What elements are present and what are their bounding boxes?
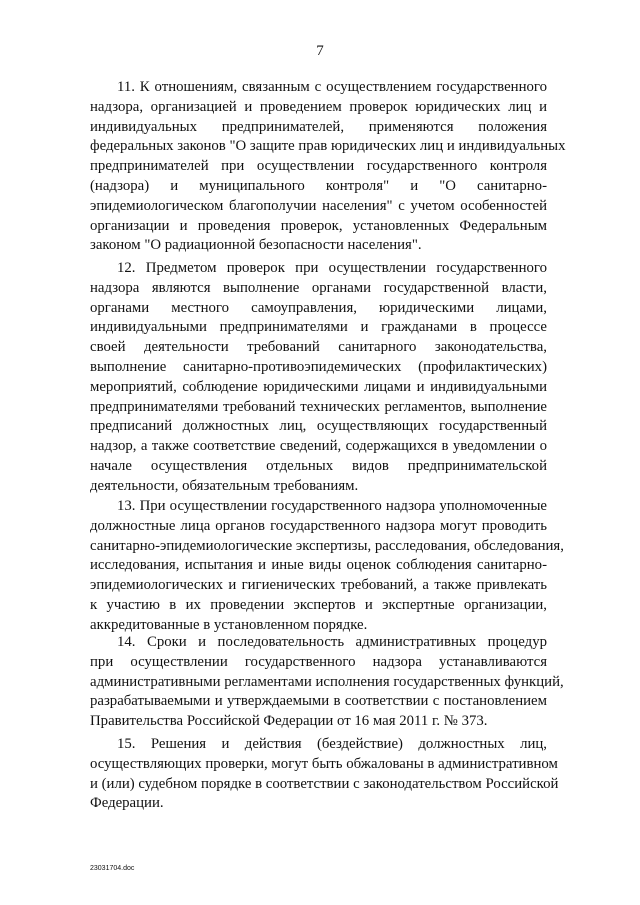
paragraph-line: к участию в их проведении экспертов и экспертные организации,	[90, 597, 547, 613]
paragraph-line: надзор, а также соответствие сведений, содержащихся в уведомлении о	[90, 438, 547, 455]
paragraph-line: организации и проведения проверок, установленных Федеральным	[90, 217, 547, 234]
paragraph-line: (надзора) и муниципального контроля" и "О санитарно-	[90, 178, 547, 194]
paragraph-line: деятельности, обязательным требованиям.	[90, 477, 359, 494]
paragraph-line: и (или) судебном порядке в соответствии с законодательством Российской	[90, 775, 559, 792]
paragraph-line: Федерации.	[90, 795, 164, 812]
paragraph-line: надзора являются выполнение органами государственной власти,	[90, 279, 547, 296]
paragraph-line: 14. Сроки и последовательность административных процедур	[117, 634, 547, 650]
paragraph-line: начале осуществления отдельных видов предпринимательской	[90, 458, 547, 474]
paragraph-line: 11. К отношениям, связанным с осуществлением государственного	[117, 79, 547, 95]
paragraph-line: эпидемиологическом благополучии населения" с учетом особенностей	[90, 197, 547, 214]
paragraph-line: мероприятий, соблюдение юридическими лицами и индивидуальными	[90, 378, 547, 395]
footer-filename: 23031704.doc	[90, 865, 135, 872]
paragraph-line: предпринимателей при осуществлении государственного контроля	[90, 158, 547, 175]
paragraph-line: санитарно-эпидемиологические экспертизы, расследования, обследования,	[90, 537, 564, 554]
paragraph-line: федеральных законов "О защите прав юридических лиц и индивидуальных	[90, 138, 566, 155]
paragraph-line: исследования, испытания и иные виды оценок соблюдения санитарно-	[90, 557, 547, 574]
paragraph-line: при осуществлении государственного надзора устанавливаются	[90, 653, 547, 670]
paragraph-line: выполнение санитарно-противоэпидемических (профилактических)	[90, 359, 547, 375]
paragraph-line: 13. При осуществлении государственного надзора уполномоченные	[117, 498, 547, 514]
paragraph-line: разрабатываемыми и утверждаемыми в соответствии с постановлением	[90, 693, 547, 710]
paragraph-line: своей деятельности требований санитарного законодательства,	[90, 339, 547, 356]
paragraph-line: аккредитованные в установленном порядке.	[90, 616, 368, 633]
paragraph-line: 15. Решения и действия (бездействие) должностных лиц,	[117, 736, 547, 752]
paragraph-line: должностные лица органов государственного надзора могут проводить	[90, 517, 547, 534]
paragraph-line: надзора, организацией и проведением проверок юридических лиц и	[90, 98, 547, 115]
paragraph-line: предпринимателями требований технических регламентов, выполнение	[90, 398, 547, 415]
paragraph-line: органами местного самоуправления, юридическими лицами,	[90, 299, 547, 316]
paragraph-line: предписаний должностных лиц, осуществляющих государственный	[90, 418, 547, 435]
paragraph-line: 12. Предметом проверок при осуществлении государственного	[117, 260, 547, 276]
paragraph-line: индивидуальных предпринимателей, применяются положения	[90, 118, 547, 135]
paragraph-line: индивидуальными предпринимателями и гражданами в процессе	[90, 319, 547, 336]
paragraph-line: Правительства Российской Федерации от 16 мая 2011 г. № 373.	[90, 713, 488, 730]
paragraph-line: административными регламентами исполнения государственных функций,	[90, 673, 564, 690]
page-number: 7	[316, 43, 324, 59]
paragraph-line: законом "О радиационной безопасности населения".	[90, 237, 422, 254]
paragraph-line: эпидемиологических и гигиенических требований, а также привлекать	[90, 577, 547, 594]
paragraph-line: осуществляющих проверки, могут быть обжалованы в административном	[90, 755, 558, 772]
